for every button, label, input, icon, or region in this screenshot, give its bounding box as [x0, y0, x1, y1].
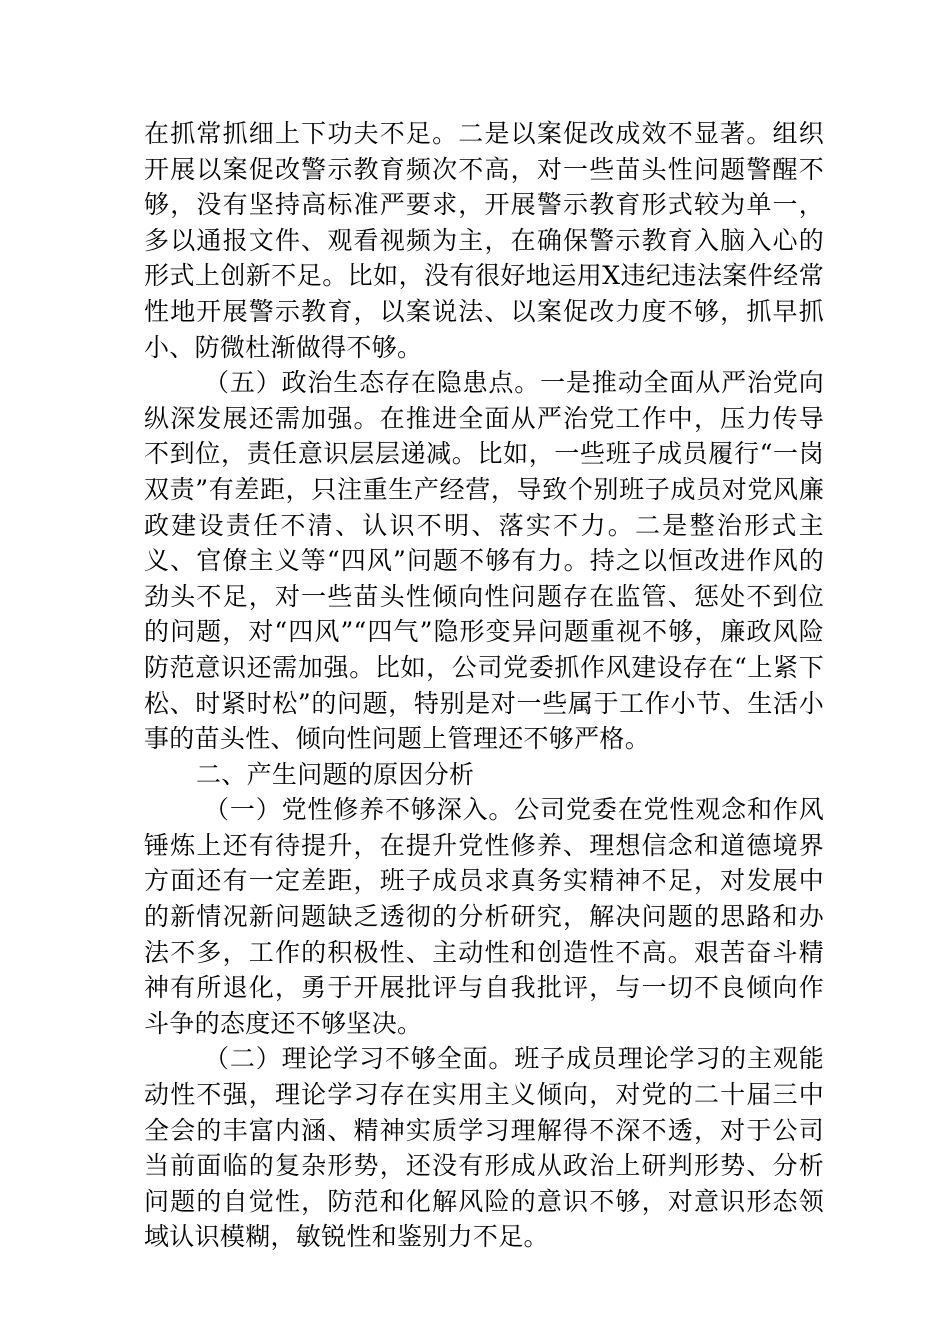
body-paragraph: （一）党性修养不够深入。公司党委在党性观念和作风锤炼上还有待提升，在提升党性修养、理想信念和道德境界方面还有一定差距，班子成员求真务实精神不足，对发展中的新情况新问题缺乏透彻的分析研究，解决问题的思路和办法不多，工作的积极性、主动性和创造性不高。艰苦奋斗精神有所退化，勇于开展批评与自我批评，与一切不良倾向作斗争的态度还不够坚决。	[144, 795, 824, 1038]
body-paragraph: 在抓常抓细上下功夫不足。二是以案促改成效不显著。组织开展以案促改警示教育频次不高，对一些苗头性问题警醒不够，没有坚持高标准严要求，开展警示教育形式较为单一，多以通报文件、观看视频为主，在确保警示教育入脑入心的形式上创新不足。比如，没有很好地运用X违纪违法案件经常性地开展警示教育，以案说法、以案促改力度不够，抓早抓小、防微杜渐做得不够。	[144, 119, 824, 362]
body-paragraph: （二）理论学习不够全面。班子成员理论学习的主观能动性不强，理论学习存在实用主义倾向，对党的二十届三中全会的丰富内涵、精神实质学习理解得不深不透，对于公司当前面临的复杂形势，还没有形成从政治上研判形势、分析问题的自觉性，防范和化解风险的意识不够，对意识形态领域认识模糊，敏锐性和鉴别力不足。	[144, 1044, 824, 1252]
section-heading: 二、产生问题的原因分析	[196, 759, 475, 789]
body-paragraph: （五）政治生态存在隐患点。一是推动全面从严治党向纵深发展还需加强。在推进全面从严治党工作中，压力传导不到位，责任意识层层递减。比如，一些班子成员履行“一岗双责”有差距，只注重生产经营，导致个别班子成员对党风廉政建设责任不清、认识不明、落实不力。二是整治形式主义、官僚主义等“四风”问题不够有力。持之以恒改进作风的劲头不足，对一些苗头性倾向性问题存在监管、惩处不到位的问题，对“四风”“四气”隐形变异问题重视不够，廉政风险防范意识还需加强。比如，公司党委抓作风建设存在“上紧下松、时紧时松”的问题，特别是对一些属于工作小节、生活小事的苗头性、倾向性问题上管理还不够严格。	[144, 368, 824, 754]
document-body	[144, 116, 824, 1255]
